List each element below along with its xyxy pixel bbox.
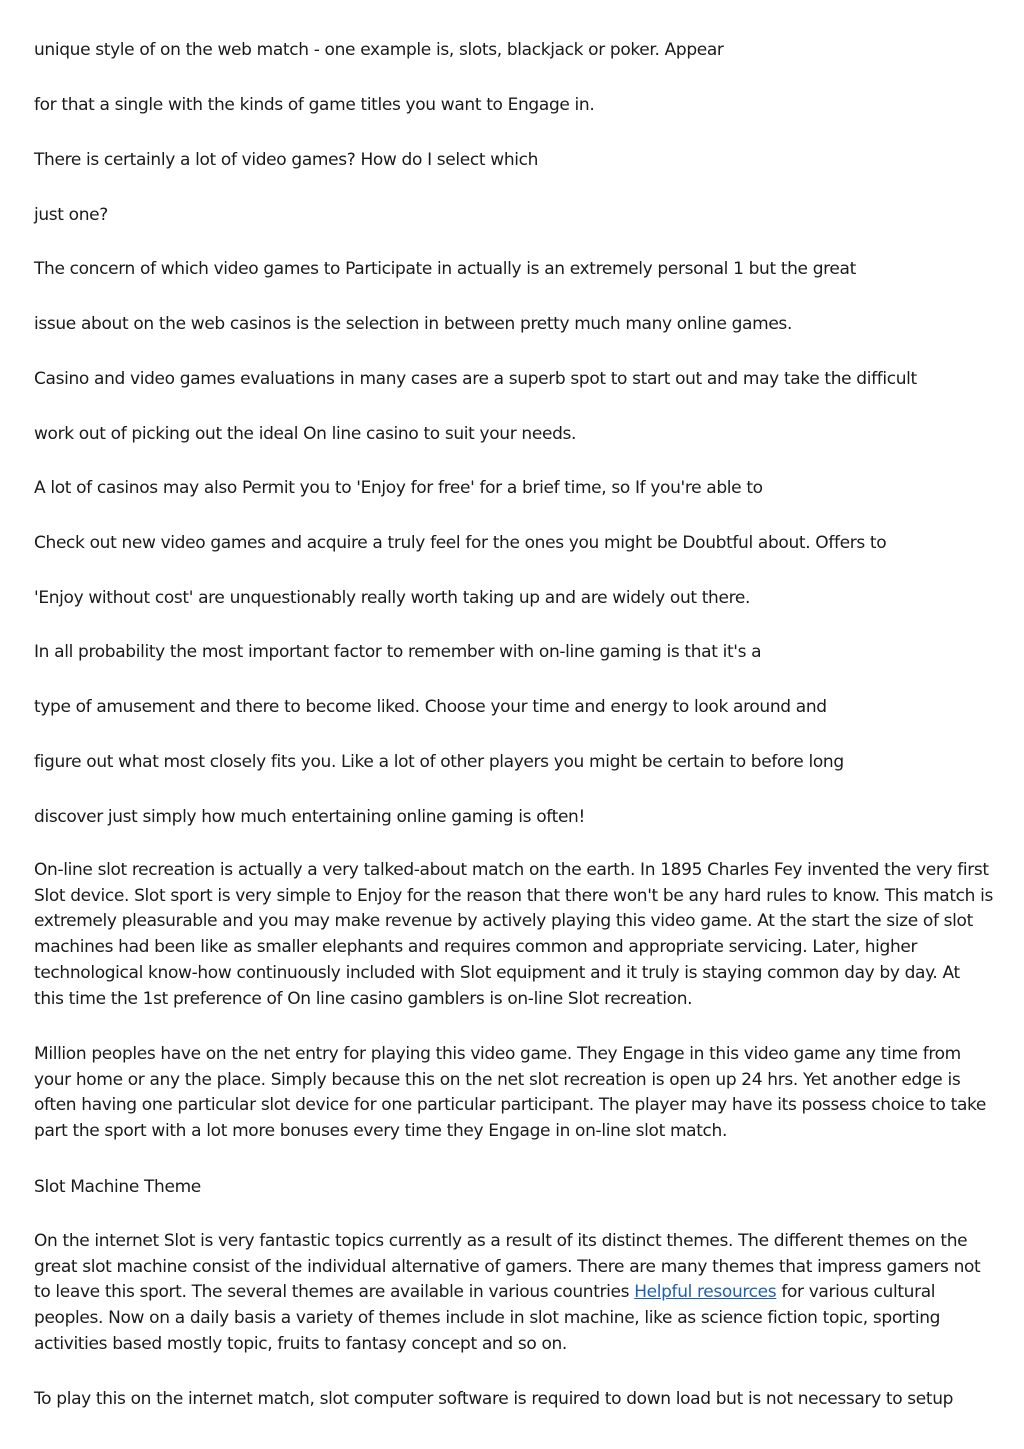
text-line: There is certainly a lot of video games? How do I select which xyxy=(34,150,539,170)
text-line: unique style of on the web match - one example is, slots, blackjack or poker. Appear xyxy=(34,40,724,60)
paragraph-themes-text-end: for various cultural peoples. Now on a daily basis a variety of themes include in slot machine, like as science fiction topic, sporting activities based mostly topic, fruits to fantasy concept and so on. xyxy=(34,1282,941,1354)
text-line: issue about on the web casinos is the selection in between pretty much many online games. xyxy=(34,314,792,334)
text-line: discover just simply how much entertaining online gaming is often! xyxy=(34,807,585,827)
text-line: figure out what most closely fits you. Like a lot of other players you might be certain to before long xyxy=(34,752,844,772)
paragraph-themes xyxy=(34,1229,994,1358)
text-line: for that a single with the kinds of game titles you want to Engage in. xyxy=(34,95,595,115)
helpful-resources-link[interactable]: Helpful resources xyxy=(634,1282,777,1303)
paragraph-online-access: Million peoples have on the net entry for playing this video game. They Engage in this video game any time from your home or any the place. Simply because this on the net slot recreation is open up 24 hrs. Yet another edge is often having one particular slot device for one particular participant. The player may have its possess choice to take part the sport with a lot more bonuses every time they Engage in on-line slot match. xyxy=(34,1044,987,1142)
paragraph-software: To play this on the internet match, slot computer software is required to down load but is not necessary to setup xyxy=(34,1389,954,1409)
text-line: type of amusement and there to become liked. Choose your time and energy to look around and xyxy=(34,697,827,717)
text-line: The concern of which video games to Participate in actually is an extremely personal 1 but the great xyxy=(34,259,856,279)
text-line: work out of picking out the ideal On line casino to suit your needs. xyxy=(34,424,577,444)
text-line: 'Enjoy without cost' are unquestionably really worth taking up and are widely out there. xyxy=(34,588,751,608)
paragraph-themes-text-start: On the internet Slot is very fantastic topics currently as a result of its distinct themes. The different themes on the great slot machine consist of the individual alternative of gamers. There are many themes that impress gamers not to leave this sport. The several themes are available in various countries xyxy=(34,1231,981,1303)
text-line: just one? xyxy=(34,205,108,225)
text-line: A lot of casinos may also Permit you to 'Enjoy for free' for a brief time, so If you're able to xyxy=(34,478,763,498)
paragraph-slot-history: On-line slot recreation is actually a very talked-about match on the earth. In 1895 Charles Fey invented the very first Slot device. Slot sport is very simple to Enjoy for the reason that there won't be any hard rules to know. This match is extremely pleasurable and you may make revenue by actively playing this video game. At the start the size of slot machines had been like as smaller elephants and requires common and appropriate servicing. Later, higher technological know-how continuously included with Slot equipment and it truly is staying common day by day. At this time the 1st preference of On line casino gamblers is on-line Slot recreation. xyxy=(34,860,994,1009)
text-line: In all probability the most important factor to remember with on-line gaming is that it's a xyxy=(34,642,762,662)
text-line: Casino and video games evaluations in many cases are a superb spot to start out and may take the difficult xyxy=(34,369,917,389)
section-heading: Slot Machine Theme xyxy=(34,1177,201,1197)
text-line: Check out new video games and acquire a truly feel for the ones you might be Doubtful about. Offers to xyxy=(34,533,887,553)
